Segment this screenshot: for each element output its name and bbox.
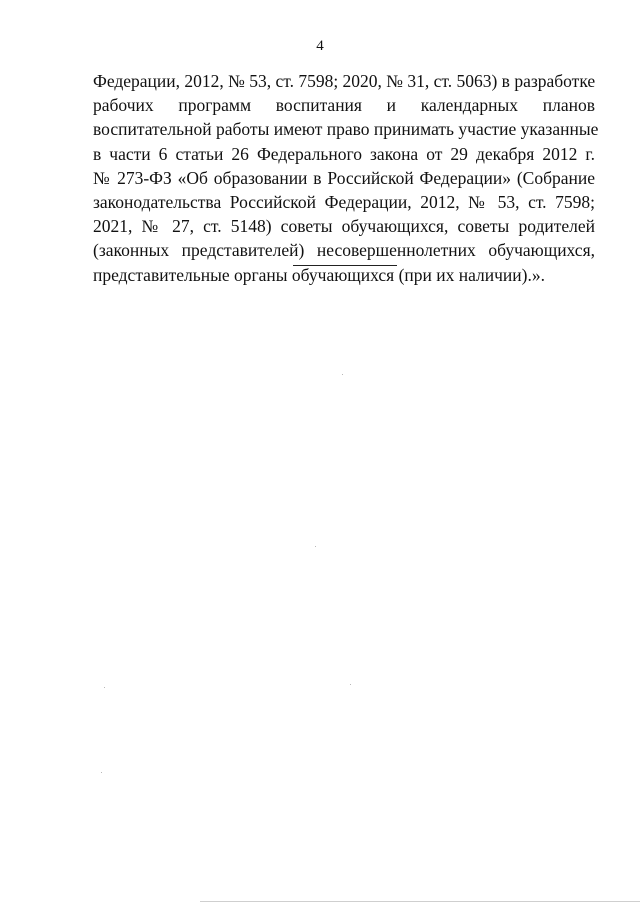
scan-speck xyxy=(315,546,316,547)
scan-speck xyxy=(101,772,102,773)
text-line: представительные органы обучающихся (при их наличии).». xyxy=(93,264,545,285)
body-text xyxy=(93,69,599,287)
text-line: Федерации, 2012, № 53, ст. 7598; 2020, № 31, ст. 5063) в разработке xyxy=(93,71,596,91)
text-line: в части 6 статьи 26 Федерального закона от 29 декабря 2012 г. xyxy=(93,143,595,164)
text-line: 2021, № 27, ст. 5148) советы обучающихся, советы родителей xyxy=(93,216,595,237)
text-line: законодательства Российской Федерации, 2012, № 53, ст. 7598; xyxy=(93,192,595,213)
scan-speck xyxy=(104,687,105,688)
text-line: воспитательной работы имеют право принимать участие указанные xyxy=(93,119,599,140)
text-line: № 273-ФЗ «Об образовании в Российской Федерации» (Собрание xyxy=(93,167,595,188)
page-number: 4 xyxy=(316,38,324,54)
scan-bottom-edge xyxy=(200,901,640,902)
text-line: рабочих программ воспитания и календарных планов xyxy=(93,95,595,116)
text-line: (законных представителей) несовершеннолетних обучающихся, xyxy=(93,240,595,261)
scan-speck xyxy=(350,684,351,685)
end-separator-line xyxy=(293,265,397,266)
scan-speck xyxy=(342,374,343,375)
